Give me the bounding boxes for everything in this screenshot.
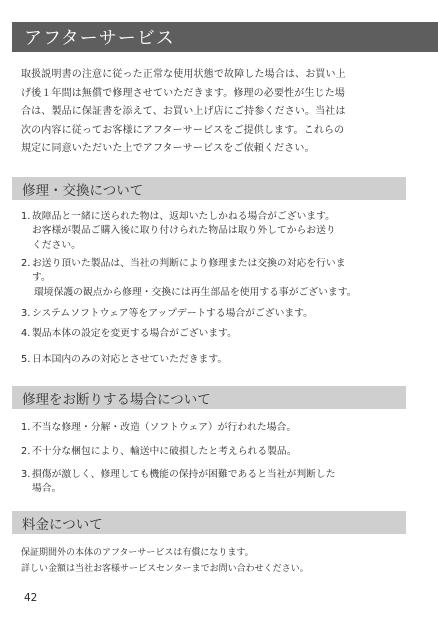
item-number: 2. — [21, 258, 31, 269]
intro-line: 取扱説明書の注意に従った正常な使用状態で故障した場合は、お買い上 — [21, 69, 346, 80]
page-header — [12, 22, 438, 52]
item-text: システムソフトウェア等をアップデートする場合がございます。 — [32, 308, 313, 319]
item-text: す。 — [32, 272, 51, 284]
section-title: 修理・交換について — [22, 182, 144, 199]
item-text: 損傷が激しく、修理しても機能の保持が困難であると当社が判断した — [32, 469, 336, 480]
section-heading-refusal — [12, 386, 406, 409]
section-heading-fees — [12, 511, 406, 534]
list-item — [21, 353, 413, 367]
item-number: 1. — [21, 422, 31, 433]
section-title: 修理をお断りする場合について — [22, 391, 211, 408]
fees-line: 保証期間外の本体のアフターサービスは有償になります。 — [21, 548, 254, 558]
page-title: アフターサービス — [24, 28, 175, 49]
item-text: 不当な修理・分解・改造（ソフトウェア）が行われた場合。 — [32, 422, 297, 433]
fees-paragraph — [21, 545, 413, 577]
intro-line: 規定に同意いただいた上でアフターサービスをご依頼ください。 — [21, 143, 315, 155]
intro-line: 合は、製品に保証書を添えて、お買い上げ店にご持参ください。当社は — [21, 106, 346, 118]
page-number: 42 — [24, 592, 38, 604]
list-item — [21, 257, 413, 300]
section-heading-repair-exchange — [12, 177, 406, 200]
item-text: お送り頂いた製品は、当社の判断により修理または交換の対応を行いま — [32, 258, 346, 269]
item-text: 日本国内のみの対応とさせていただきます。 — [32, 354, 228, 365]
intro-paragraph — [21, 66, 413, 159]
item-text: 不十分な梱包により、輸送中に破損したと考えられる製品。 — [32, 446, 297, 457]
list-item — [21, 327, 413, 341]
item-number: 1. — [21, 211, 31, 222]
item-number: 2. — [21, 446, 31, 457]
item-text: 環境保護の観点から修理・交換には再生部品を使用する事がございます。 — [34, 286, 357, 298]
list-item — [21, 421, 413, 435]
item-number: 5. — [21, 354, 31, 365]
item-text: ください。 — [32, 239, 81, 251]
item-number: 3. — [21, 469, 31, 480]
list-item — [21, 210, 413, 253]
item-text: お客様が製品ご購入後に取り付けられた物品は取り外してからお送り — [32, 225, 336, 237]
list-item — [21, 468, 413, 497]
list-item — [21, 307, 413, 321]
section-title: 料金について — [22, 516, 103, 533]
item-text: 場合。 — [32, 483, 62, 495]
list-item — [21, 445, 413, 459]
fees-line: 詳しい金額は当社お客様サービスセンターまでお問い合わせください。 — [21, 564, 309, 574]
intro-line: げ後１年間は無償で修理させていただきます。修理の必要性が生じた場 — [21, 87, 345, 99]
item-number: 4. — [21, 328, 31, 339]
item-text: 製品本体の設定を変更する場合がございます。 — [32, 328, 237, 339]
item-number: 3. — [21, 308, 31, 319]
item-text: 故障品と一緒に送られた物は、返却いたしかねる場合がございます。 — [32, 211, 335, 222]
intro-line: 次の内容に従ってお客様にアフターサービスをご提供します。これらの — [21, 124, 345, 136]
